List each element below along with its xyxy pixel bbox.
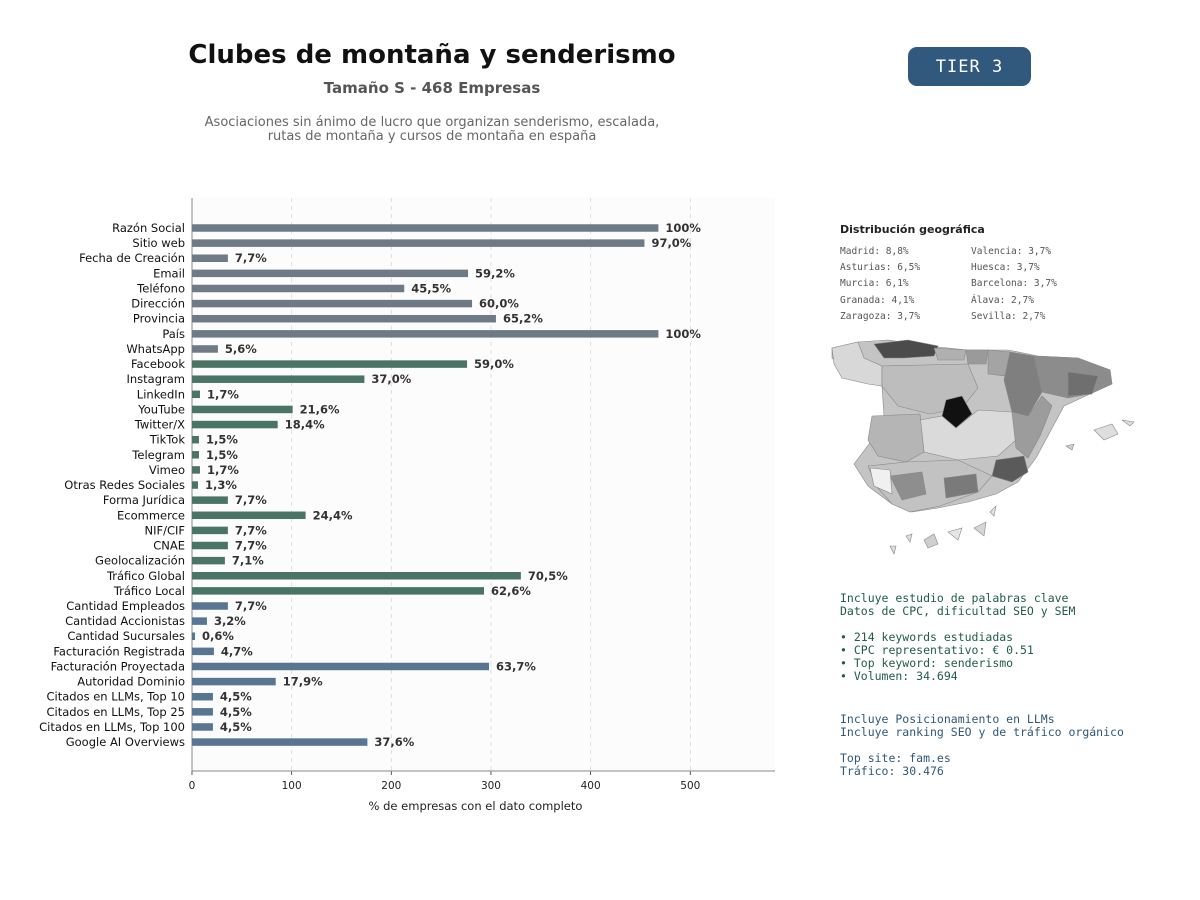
category-label: Facebook	[130, 357, 185, 372]
map-canaries-4	[990, 506, 996, 516]
x-axis-label: % de empresas con el dato completo	[368, 799, 583, 813]
map-asturias	[874, 340, 938, 358]
category-label: Provincia	[132, 311, 185, 326]
category-label: Teléfono	[137, 281, 185, 296]
category-label: Razón Social	[112, 221, 185, 235]
map-canaries-3	[974, 522, 986, 536]
data-label: 1,5%	[205, 432, 238, 447]
data-label: 21,6%	[299, 402, 340, 417]
category-label: Citados en LLMs, Top 10	[46, 689, 185, 704]
geo-title: Distribución geográfica	[840, 223, 985, 236]
x-tick-label: 500	[680, 780, 701, 792]
category-label: Google AI Overviews	[65, 735, 185, 750]
description-line-1: Asociaciones sin ánimo de lucro que organizan senderismo, escalada,	[204, 115, 660, 130]
bar	[192, 542, 228, 550]
bar	[192, 602, 228, 610]
bar	[192, 375, 364, 383]
geo-item: Álava: 2,7%	[971, 294, 1034, 306]
bar	[192, 300, 472, 308]
llm-traffic: Tráfico: 30.476	[840, 764, 944, 778]
category-label: Tráfico Global	[106, 568, 185, 583]
x-tick-label: 200	[381, 780, 402, 792]
bar	[192, 693, 213, 701]
x-tick-label: 300	[480, 780, 501, 792]
data-label: 7,7%	[234, 251, 267, 266]
data-label: 37,6%	[374, 735, 415, 750]
llm-line-2: Incluye ranking SEO y de tráfico orgánico	[840, 725, 1124, 739]
bar	[192, 451, 199, 459]
category-label: Twitter/X	[134, 417, 185, 432]
category-label: Instagram	[126, 372, 185, 387]
bar	[192, 572, 521, 580]
map-cantabria	[934, 348, 966, 360]
description-line-2: rutas de montaña y cursos de montaña en españa	[267, 129, 597, 144]
data-label: 59,0%	[474, 357, 514, 372]
category-label: Ecommerce	[117, 508, 185, 523]
bar	[192, 406, 293, 414]
data-label: 70,5%	[527, 568, 568, 583]
category-label: Telegram	[132, 447, 185, 462]
keywords-bullet: • Volumen: 34.694	[840, 669, 958, 683]
llm-top-site: Top site: fam.es	[840, 751, 951, 765]
geo-item: Zaragoza: 3,7%	[840, 310, 921, 322]
data-label: 62,6%	[490, 583, 531, 598]
category-label: YouTube	[138, 402, 185, 417]
data-label: 24,4%	[312, 508, 353, 523]
bar	[192, 345, 218, 353]
data-label: 1,7%	[206, 462, 239, 477]
category-label: Cantidad Empleados	[66, 599, 185, 613]
keywords-bullet: • CPC representativo: € 0.51	[840, 643, 1034, 657]
bar	[192, 632, 195, 640]
category-label: Cantidad Sucursales	[67, 629, 185, 644]
data-label: 7,7%	[234, 599, 267, 613]
category-label: TikTok	[149, 432, 185, 447]
category-label: Citados en LLMs, Top 25	[46, 704, 185, 719]
map-ibiza	[1066, 444, 1074, 450]
bar	[192, 496, 228, 504]
data-label: 1,3%	[204, 478, 237, 493]
bar	[192, 587, 484, 595]
keywords-bullet: • 214 keywords estudiadas	[840, 630, 1014, 644]
page-title: Clubes de montaña y senderismo	[188, 40, 676, 70]
category-label: Geolocalización	[95, 553, 185, 568]
category-label: Dirección	[131, 296, 185, 311]
data-label: 4,5%	[219, 719, 252, 734]
page-subtitle: Tamaño S - 468 Empresas	[323, 79, 541, 97]
data-label: 1,5%	[205, 447, 238, 462]
category-label: Cantidad Accionistas	[65, 614, 185, 629]
category-label: LinkedIn	[136, 387, 185, 402]
data-label: 4,7%	[220, 644, 253, 659]
bar	[192, 466, 200, 474]
category-label: Forma Jurídica	[102, 493, 185, 508]
bar	[192, 239, 644, 247]
keywords-bullet: • Top keyword: senderismo	[840, 656, 1014, 670]
data-label: 100%	[665, 221, 701, 235]
category-label: País	[162, 326, 185, 341]
category-label: NIF/CIF	[144, 523, 185, 538]
category-label: Sitio web	[132, 236, 185, 251]
keywords-block	[840, 592, 1075, 683]
data-label: 17,9%	[282, 674, 323, 689]
data-label: 7,7%	[234, 523, 267, 538]
data-label: 97,0%	[651, 236, 692, 251]
data-label: 63,7%	[495, 659, 536, 674]
bar	[192, 723, 213, 731]
bar	[192, 678, 276, 686]
bar	[192, 648, 214, 656]
data-label: 7,1%	[231, 553, 264, 568]
bar	[192, 224, 658, 232]
data-label: 65,2%	[502, 311, 543, 326]
category-label: Autoridad Dominio	[77, 674, 185, 689]
category-label: Facturación Proyectada	[50, 659, 185, 674]
data-label: 3,2%	[213, 614, 246, 629]
keywords-line-2: Datos de CPC, dificultad SEO y SEM	[840, 604, 1076, 618]
bar	[192, 330, 658, 338]
bar	[192, 315, 496, 323]
data-label: 4,5%	[219, 704, 252, 719]
spain-map	[828, 336, 1140, 560]
data-label: 59,2%	[475, 266, 515, 281]
bar	[192, 270, 468, 278]
map-canaries-2	[948, 528, 962, 540]
category-label: Email	[153, 266, 185, 281]
bar	[192, 663, 489, 671]
geo-item: Asturias: 6,5%	[840, 262, 921, 274]
category-label: CNAE	[153, 538, 185, 553]
bar	[192, 360, 467, 368]
geo-item: Sevilla: 2,7%	[971, 310, 1046, 322]
geo-item: Granada: 4,1%	[840, 294, 915, 306]
map-mallorca	[1094, 424, 1118, 440]
data-label: 18,4%	[284, 417, 325, 432]
category-label: Facturación Registrada	[53, 644, 185, 659]
llm-line-1: Incluye Posicionamiento en LLMs	[840, 712, 1055, 726]
data-label: 0,6%	[201, 629, 234, 644]
x-tick-label: 100	[281, 780, 302, 792]
llm-block	[840, 713, 1124, 778]
x-tick-label: 400	[580, 780, 601, 792]
bar	[192, 617, 207, 625]
map-basque	[966, 350, 988, 364]
bar	[192, 557, 225, 565]
geo-item: Murcia: 6,1%	[840, 278, 909, 290]
map-canaries-6	[890, 546, 896, 554]
bar	[192, 708, 213, 716]
bar	[192, 285, 404, 293]
bar	[192, 421, 278, 429]
category-label: Citados en LLMs, Top 100	[39, 719, 185, 734]
geo-list	[840, 246, 1100, 323]
map-menorca	[1122, 420, 1134, 426]
tier-badge: TIER 3	[908, 47, 1031, 86]
bar	[192, 512, 306, 520]
geo-item: Barcelona: 3,7%	[971, 278, 1057, 290]
data-label: 4,5%	[219, 689, 252, 704]
category-label: WhatsApp	[126, 341, 185, 356]
x-tick-label: 0	[188, 780, 196, 792]
map-canaries-1	[924, 534, 938, 548]
data-label: 7,7%	[234, 538, 267, 553]
category-label: Fecha de Creación	[79, 251, 185, 266]
data-label: 37,0%	[371, 372, 412, 387]
keywords-line-1: Incluye estudio de palabras clave	[840, 591, 1069, 605]
category-label: Otras Redes Sociales	[64, 478, 185, 493]
geo-item: Madrid: 8,8%	[840, 246, 909, 257]
bar	[192, 481, 198, 489]
data-label: 45,5%	[411, 281, 452, 296]
category-label: Tráfico Local	[113, 583, 185, 598]
data-label: 60,0%	[479, 296, 519, 311]
bar	[192, 436, 199, 444]
data-label: 100%	[665, 326, 701, 341]
plot-area	[192, 198, 775, 771]
category-label: Vimeo	[148, 462, 185, 477]
bar	[192, 254, 228, 261]
bar	[192, 391, 200, 399]
geo-item: Huesca: 3,7%	[971, 262, 1040, 274]
geo-item: Valencia: 3,7%	[971, 246, 1052, 257]
bar	[192, 738, 367, 746]
map-canaries-5	[906, 534, 912, 542]
data-label: 5,6%	[224, 341, 257, 356]
bar	[192, 527, 228, 535]
data-label: 7,7%	[234, 493, 267, 508]
data-label: 1,7%	[206, 387, 239, 402]
